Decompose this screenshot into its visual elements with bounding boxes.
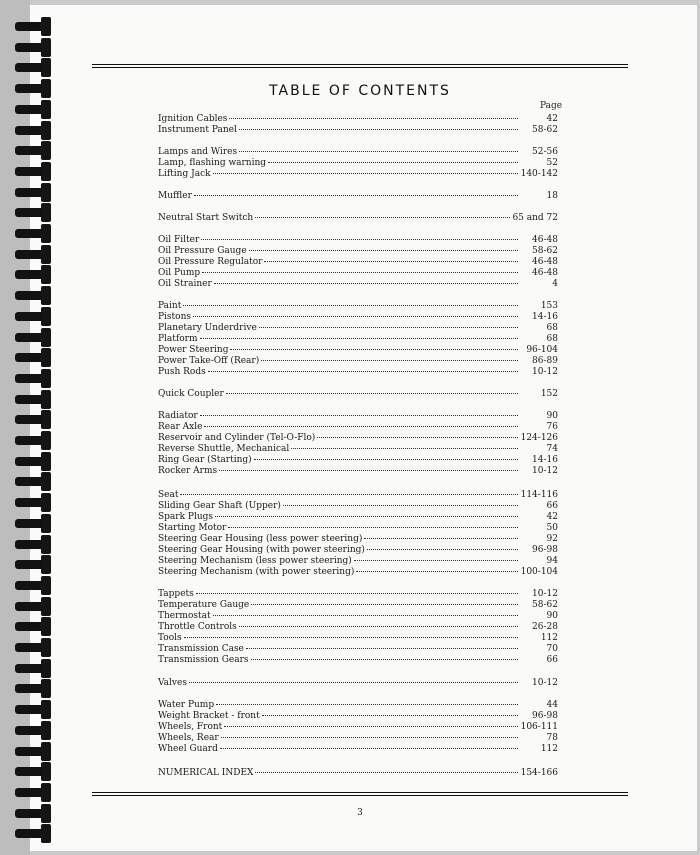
dot-leader xyxy=(184,636,518,638)
toc-entry-title: Water Pump xyxy=(158,700,215,710)
dot-leader xyxy=(230,348,518,350)
toc-entry xyxy=(158,534,558,545)
toc-entry xyxy=(158,235,558,246)
dot-leader xyxy=(208,370,518,372)
dot-leader xyxy=(246,647,518,649)
toc-entry-title: Push Rods xyxy=(158,367,206,377)
toc-entry xyxy=(158,422,558,433)
toc-entry xyxy=(158,246,558,257)
toc-entry-page: 42 xyxy=(546,512,558,522)
toc-entry-title: Oil Filter xyxy=(158,235,200,245)
binding-coil xyxy=(15,560,45,569)
toc-entry xyxy=(158,158,558,169)
binding-coil xyxy=(15,229,45,238)
binding-coil xyxy=(15,208,45,217)
binding-coil xyxy=(15,664,45,673)
binding-coil xyxy=(15,809,45,818)
toc-entry-title: Wheels, Rear xyxy=(158,733,219,743)
dot-leader xyxy=(354,559,518,561)
toc-entry xyxy=(158,433,558,444)
binding-coil xyxy=(15,457,45,466)
toc-entry-title: Ignition Cables xyxy=(158,114,228,124)
toc-entry xyxy=(158,490,558,501)
toc-entry-title: Platform xyxy=(158,334,198,344)
bottom-rule-inner xyxy=(92,795,628,796)
toc-entry-title: Radiator xyxy=(158,411,198,421)
binding-coil xyxy=(15,540,45,549)
dot-leader xyxy=(255,216,510,218)
dot-leader xyxy=(356,570,518,572)
toc-entry xyxy=(158,301,558,312)
toc-entry-title: Steering Gear Housing (less power steering) xyxy=(158,534,363,544)
toc-entry xyxy=(158,323,558,334)
toc-entry-page: 124-126 xyxy=(520,433,558,443)
toc-entry-title: Lamps and Wires xyxy=(158,147,238,157)
dot-leader xyxy=(200,414,518,416)
binding-coil xyxy=(15,622,45,631)
toc-entry xyxy=(158,312,558,323)
toc-entry-page: 94 xyxy=(546,556,558,566)
top-rule xyxy=(92,64,628,65)
toc-entry-page: 66 xyxy=(546,501,558,511)
dot-leader xyxy=(202,271,518,273)
dot-leader xyxy=(364,537,518,539)
dot-leader xyxy=(249,249,518,251)
dot-leader xyxy=(255,771,518,773)
toc-entry-page: 96-98 xyxy=(532,711,558,721)
toc-entry xyxy=(158,545,558,556)
toc-entry xyxy=(158,334,558,345)
binding-coil xyxy=(15,84,45,93)
toc-entry xyxy=(158,589,558,600)
toc-entry xyxy=(158,711,558,722)
dot-leader xyxy=(229,117,518,119)
toc-entry xyxy=(158,356,558,367)
toc-entry-title: Transmission Gears xyxy=(158,655,249,665)
toc-entry xyxy=(158,147,558,158)
binding-coil xyxy=(15,829,45,838)
dot-leader xyxy=(204,425,518,427)
toc-entry xyxy=(158,169,558,180)
toc-entry-page: 44 xyxy=(546,700,558,710)
toc-entry xyxy=(158,768,558,779)
toc-entry-title: Throttle Controls xyxy=(158,622,237,632)
binding-coil xyxy=(15,643,45,652)
toc-entry xyxy=(158,125,558,136)
toc-entry-page: 112 xyxy=(540,744,558,754)
toc-entry-page: 10-12 xyxy=(532,589,558,599)
toc-entry-title: Rear Axle xyxy=(158,422,203,432)
toc-entry-page: 76 xyxy=(546,422,558,432)
toc-entry-page: 153 xyxy=(540,301,558,311)
binding-coil xyxy=(15,146,45,155)
dot-leader xyxy=(213,614,518,616)
binding-coil xyxy=(15,43,45,52)
dot-leader xyxy=(264,260,518,262)
binding-coil xyxy=(15,188,45,197)
toc-entry-page: 68 xyxy=(546,334,558,344)
toc-entry xyxy=(158,622,558,633)
page-column-header: Page xyxy=(540,101,563,111)
binding-coil xyxy=(15,684,45,693)
binding-coil xyxy=(15,436,45,445)
page-title: TABLE OF CONTENTS xyxy=(269,83,451,99)
toc-entry xyxy=(158,644,558,655)
dot-leader xyxy=(367,548,518,550)
toc-entry-page: 14-16 xyxy=(532,455,558,465)
top-rule-inner xyxy=(92,67,628,68)
dot-leader xyxy=(254,458,518,460)
toc-entry-title: Muffler xyxy=(158,191,192,201)
toc-entry xyxy=(158,556,558,567)
toc-entry-title: Quick Coupler xyxy=(158,389,224,399)
toc-entry xyxy=(158,191,558,202)
bottom-rule xyxy=(92,792,628,793)
binding-coil xyxy=(15,167,45,176)
dot-leader xyxy=(226,392,518,394)
binding-coil xyxy=(15,374,45,383)
toc-entry-title: Seat xyxy=(158,490,179,500)
dot-leader xyxy=(213,172,518,174)
dot-leader xyxy=(220,747,518,749)
toc-entry xyxy=(158,466,558,477)
toc-entry-title: Neutral Start Switch xyxy=(158,213,254,223)
toc-entry-page: 50 xyxy=(546,523,558,533)
toc-entry-page: 10-12 xyxy=(532,466,558,476)
dot-leader xyxy=(239,625,518,627)
toc-entry-title: Paint xyxy=(158,301,182,311)
toc-entry-title: Valves xyxy=(158,678,187,688)
binding-coil xyxy=(15,477,45,486)
toc-entry-page: 10-12 xyxy=(532,678,558,688)
dot-leader xyxy=(251,603,518,605)
toc-entry-page: 52-56 xyxy=(532,147,558,157)
toc-entry-title: Wheel Guard xyxy=(158,744,218,754)
toc-entry-title: NUMERICAL INDEX xyxy=(158,768,254,778)
dot-leader xyxy=(221,736,518,738)
binding-coil xyxy=(15,519,45,528)
toc-entry-title: Oil Pump xyxy=(158,268,201,278)
dot-leader xyxy=(317,436,518,438)
binding-coil xyxy=(15,788,45,797)
toc-entry-title: Sliding Gear Shaft (Upper) xyxy=(158,501,281,511)
binding-coil xyxy=(15,63,45,72)
dot-leader xyxy=(201,238,518,240)
dot-leader xyxy=(268,161,518,163)
dot-leader xyxy=(215,515,518,517)
toc-entry xyxy=(158,611,558,622)
binding-coil xyxy=(15,250,45,259)
toc-entry xyxy=(158,501,558,512)
dot-leader xyxy=(283,504,518,506)
binding-coil xyxy=(15,581,45,590)
toc-entry xyxy=(158,411,558,422)
toc-entry xyxy=(158,700,558,711)
toc-entry-page: 96-98 xyxy=(532,545,558,555)
toc-entry xyxy=(158,257,558,268)
toc-entry-page: 96-104 xyxy=(526,345,558,355)
toc-entry-page: 14-16 xyxy=(532,312,558,322)
binding-coil xyxy=(15,312,45,321)
toc-entry-title: Planetary Underdrive xyxy=(158,323,257,333)
toc-entry-page: 86-89 xyxy=(532,356,558,366)
toc-entry xyxy=(158,114,558,125)
toc-entry xyxy=(158,279,558,290)
toc-entry-page: 154-166 xyxy=(520,768,558,778)
binding-coil xyxy=(15,415,45,424)
toc-entry-title: Lamp, flashing warning xyxy=(158,158,267,168)
binding-coil xyxy=(15,705,45,714)
toc-entry-page: 114-116 xyxy=(520,490,558,500)
toc-entry-title: Oil Pressure Regulator xyxy=(158,257,263,267)
toc-entry xyxy=(158,733,558,744)
dot-leader xyxy=(228,526,518,528)
toc-entry xyxy=(158,367,558,378)
toc-entry-page: 112 xyxy=(540,633,558,643)
binding-coil xyxy=(15,333,45,342)
dot-leader xyxy=(193,315,518,317)
toc-entry-title: Power Steering xyxy=(158,345,229,355)
page-number: 3 xyxy=(357,808,363,818)
toc-entry-page: 46-48 xyxy=(532,235,558,245)
toc-entry-title: Oil Pressure Gauge xyxy=(158,246,247,256)
toc-entry-title: Power Take-Off (Rear) xyxy=(158,356,260,366)
binding-coil xyxy=(15,498,45,507)
toc-entry-title: Oil Strainer xyxy=(158,279,212,289)
dot-leader xyxy=(219,469,518,471)
toc-entry xyxy=(158,512,558,523)
toc-entry-page: 52 xyxy=(546,158,558,168)
binding-coil xyxy=(15,291,45,300)
binding-coil xyxy=(15,353,45,362)
toc-entry-title: Rocker Arms xyxy=(158,466,218,476)
toc-entry-page: 10-12 xyxy=(532,367,558,377)
toc-entry xyxy=(158,389,558,400)
dot-leader xyxy=(224,725,518,727)
toc-entry-title: Pistons xyxy=(158,312,192,322)
toc-entry-page: 78 xyxy=(546,733,558,743)
toc-entry-page: 106-111 xyxy=(520,722,558,732)
toc-entry xyxy=(158,567,558,578)
binding-coil xyxy=(15,105,45,114)
binding-coil xyxy=(15,126,45,135)
binding-coil xyxy=(15,395,45,404)
toc-entry-page: 65 and 72 xyxy=(512,213,558,223)
toc-entry xyxy=(158,455,558,466)
toc-entry xyxy=(158,722,558,733)
toc-entry-title: Ring Gear (Starting) xyxy=(158,455,252,465)
toc-entry-page: 58-62 xyxy=(532,246,558,256)
toc-entry-title: Reverse Shuttle, Mechanical xyxy=(158,444,290,454)
dot-leader xyxy=(194,194,518,196)
binding-coil xyxy=(15,270,45,279)
toc-entry-title: Thermostat xyxy=(158,611,211,621)
toc-entry-title: Starting Motor xyxy=(158,523,227,533)
binding-coil xyxy=(15,22,45,31)
toc-entry-page: 70 xyxy=(546,644,558,654)
toc-entry-title: Steering Mechanism (less power steering) xyxy=(158,556,352,566)
toc-entry-page: 4 xyxy=(552,279,558,289)
dot-leader xyxy=(189,681,518,683)
toc-entry-title: Tappets xyxy=(158,589,194,599)
dot-leader xyxy=(262,714,518,716)
toc-entry-title: Spark Plugs xyxy=(158,512,214,522)
toc-entry xyxy=(158,744,558,755)
toc-entry-page: 140-142 xyxy=(520,169,558,179)
toc-entry-title: Tools xyxy=(158,633,182,643)
toc-entry xyxy=(158,268,558,279)
toc-entry xyxy=(158,213,558,224)
toc-entry-page: 66 xyxy=(546,655,558,665)
toc-entry-page: 90 xyxy=(546,411,558,421)
toc-entry-title: Wheels, Front xyxy=(158,722,223,732)
toc-entry xyxy=(158,678,558,689)
toc-entry-title: Weight Bracket - front xyxy=(158,711,260,721)
binding-coil xyxy=(15,602,45,611)
toc-entry-page: 26-28 xyxy=(532,622,558,632)
dot-leader xyxy=(291,447,518,449)
toc-entry xyxy=(158,655,558,666)
toc-entry-title: Steering Gear Housing (with power steering) xyxy=(158,545,365,555)
dot-leader xyxy=(239,150,518,152)
dot-leader xyxy=(200,337,518,339)
dot-leader xyxy=(251,658,519,660)
toc-entry-title: Lifting Jack xyxy=(158,169,211,179)
toc-entry xyxy=(158,523,558,534)
toc-entry-page: 90 xyxy=(546,611,558,621)
dot-leader xyxy=(259,326,518,328)
dot-leader xyxy=(180,493,518,495)
dot-leader xyxy=(196,592,518,594)
toc-entry-title: Instrument Panel xyxy=(158,125,237,135)
toc-entry-title: Temperature Gauge xyxy=(158,600,250,610)
toc-entry-title: Reservoir and Cylinder (Tel-O-Flo) xyxy=(158,433,316,443)
toc-entry-page: 68 xyxy=(546,323,558,333)
dot-leader xyxy=(214,282,518,284)
toc-entry-page: 152 xyxy=(540,389,558,399)
toc-entry-title: Transmission Case xyxy=(158,644,244,654)
toc-entry-page: 58-62 xyxy=(532,600,558,610)
binding-coil xyxy=(15,747,45,756)
toc-entry-page: 100-104 xyxy=(520,567,558,577)
toc-entry xyxy=(158,633,558,644)
dot-leader xyxy=(261,359,518,361)
spiral-binding xyxy=(0,0,60,855)
toc-entry-page: 46-48 xyxy=(532,257,558,267)
binding-coil xyxy=(15,767,45,776)
toc-entry-page: 74 xyxy=(546,444,558,454)
toc-entry xyxy=(158,444,558,455)
toc-entry-page: 58-62 xyxy=(532,125,558,135)
dot-leader xyxy=(183,304,518,306)
toc-entry-page: 42 xyxy=(546,114,558,124)
toc-entry-page: 18 xyxy=(546,191,558,201)
toc-entry xyxy=(158,345,558,356)
toc-entry-page: 92 xyxy=(546,534,558,544)
toc-entry-title: Steering Mechanism (with power steering) xyxy=(158,567,355,577)
dot-leader xyxy=(239,128,518,130)
dot-leader xyxy=(216,703,518,705)
binding-coil xyxy=(15,726,45,735)
toc-entry-page: 46-48 xyxy=(532,268,558,278)
toc-entry xyxy=(158,600,558,611)
